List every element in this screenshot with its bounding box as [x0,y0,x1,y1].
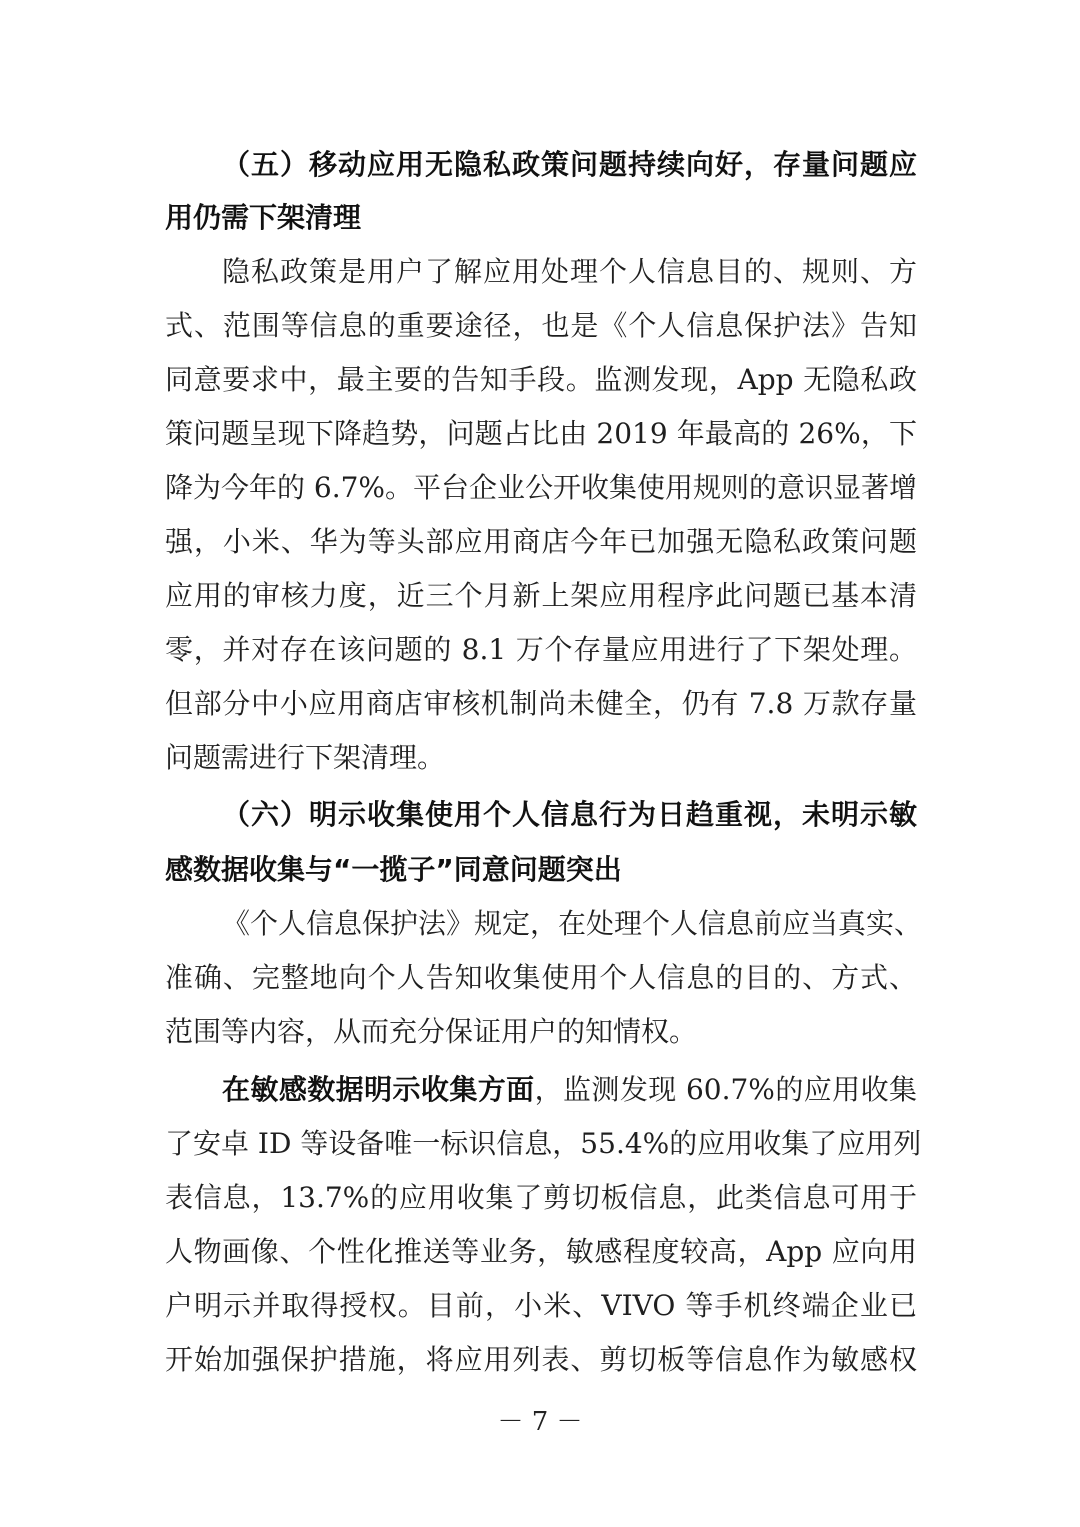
section-5-paragraph-line: 应用的审核力度，近三个月新上架应用程序此问题已基本清 [165,579,917,612]
page-number: － 7 － [497,1407,583,1437]
section-6-paragraph-line: 开始加强保护措施，将应用列表、剪切板等信息作为敏感权 [165,1343,917,1376]
section-5-paragraph-line: 隐私政策是用户了解应用处理个人信息目的、规则、方 [222,255,917,288]
section-6-paragraph-line: 《个人信息保护法》规定，在处理个人信息前应当真实、 [222,907,923,940]
section-6-paragraph-line: 户明示并取得授权。目前，小米、VIVO 等手机终端企业已 [165,1289,917,1322]
section-5-paragraph-line: 同意要求中，最主要的告知手段。监测发现，App 无隐私政 [165,363,917,396]
section-5-paragraph-line: 式、范围等信息的重要途径，也是《个人信息保护法》告知 [165,309,917,342]
section-6-paragraph-line: 了安卓 ID 等设备唯一标识信息，55.4%的应用收集了应用列 [165,1127,922,1160]
section-5-paragraph-line: 问题需进行下架清理。 [165,741,446,774]
section-6-paragraph-line: 人物画像、个性化推送等业务，敏感程度较高，App 应向用 [165,1235,917,1268]
section-5-paragraph-line: 强，小米、华为等头部应用商店今年已加强无隐私政策问题 [165,525,917,558]
section-6-paragraph-line: 准确、完整地向个人告知收集使用个人信息的目的、方式、 [165,961,917,994]
section-5-paragraph-line: 策问题呈现下降趋势，问题占比由 2019 年最高的 26%，下 [165,417,917,450]
section-6-paragraph-2-first-line [222,1072,917,1108]
section-6-paragraph-line: 表信息，13.7%的应用收集了剪切板信息，此类信息可用于 [165,1181,917,1214]
first-line-rest: ，监测发现 60.7%的应用收集 [534,1073,917,1106]
section-5-paragraph-line: 零，并对存在该问题的 8.1 万个存量应用进行了下架处理。 [165,633,917,666]
section-5-heading-line-2: 用仍需下架清理 [165,201,362,234]
section-6-heading-line-1: （六）明示收集使用个人信息行为日趋重视，未明示敏 [222,798,917,831]
section-5-heading-line-1: （五）移动应用无隐私政策问题持续向好，存量问题应 [222,148,917,181]
bold-lead-text: 在敏感数据明示收集方面 [222,1073,535,1106]
section-6-paragraph-line: 范围等内容，从而充分保证用户的知情权。 [165,1015,698,1048]
section-6-heading-line-2: 感数据收集与“一揽子”同意问题突出 [165,853,622,886]
section-5-paragraph-line: 但部分中小应用商店审核机制尚未健全，仍有 7.8 万款存量 [165,687,917,720]
section-5-paragraph-line: 降为今年的 6.7%。平台企业公开收集使用规则的意识显著增 [165,471,918,504]
